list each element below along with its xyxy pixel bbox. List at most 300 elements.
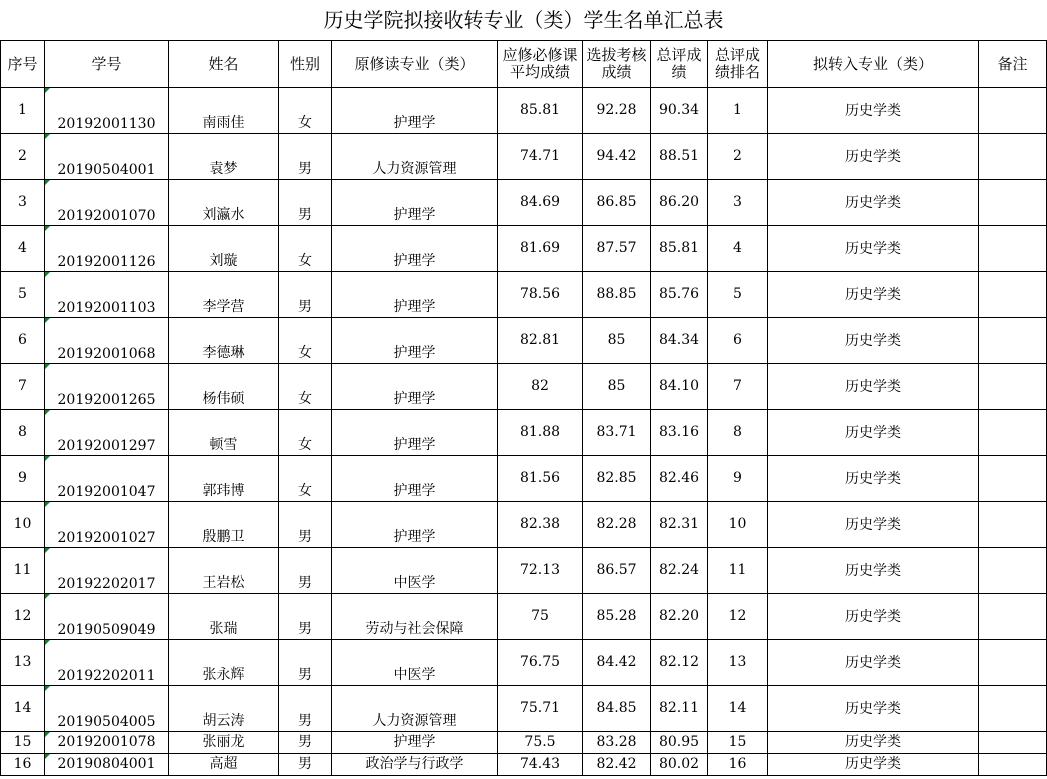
text-format-indicator-icon: [45, 594, 50, 599]
cell-avg-score-text: 82.81: [519, 332, 561, 348]
cell-seq[interactable]: [1, 548, 45, 594]
text-format-indicator-icon: [45, 88, 50, 93]
cell-rank[interactable]: [708, 410, 768, 456]
cell-student-id[interactable]: [45, 226, 169, 272]
cell-total-score[interactable]: [651, 364, 708, 410]
cell-avg-score[interactable]: [498, 594, 583, 640]
cell-select-score[interactable]: [583, 134, 651, 180]
cell-avg-score[interactable]: [498, 226, 583, 272]
cell-select-score-text: 87.57: [596, 240, 637, 256]
cell-target-major[interactable]: [768, 594, 979, 640]
cell-note[interactable]: [979, 410, 1047, 456]
cell-orig-major[interactable]: [332, 88, 498, 134]
cell-select-score[interactable]: [583, 548, 651, 594]
cell-avg-score[interactable]: [498, 272, 583, 318]
cell-student-id-text: 20192001130: [57, 116, 156, 132]
cell-total-score[interactable]: [651, 640, 708, 686]
cell-seq[interactable]: [1, 272, 45, 318]
cell-rank-text: 5: [733, 286, 742, 302]
cell-rank[interactable]: [708, 180, 768, 226]
header-rank: 总评成绩排名: [708, 41, 768, 88]
cell-seq[interactable]: [1, 640, 45, 686]
cell-select-score[interactable]: [583, 502, 651, 548]
cell-orig-major[interactable]: [332, 502, 498, 548]
text-format-indicator-icon: [45, 732, 50, 737]
cell-gender-text: 男: [298, 756, 312, 772]
cell-avg-score-text: 85.81: [519, 102, 561, 118]
cell-name[interactable]: [169, 134, 279, 180]
cell-gender-text: 女: [298, 437, 312, 453]
cell-total-score[interactable]: [651, 594, 708, 640]
cell-gender[interactable]: [279, 732, 332, 754]
cell-seq[interactable]: [1, 226, 45, 272]
cell-gender[interactable]: [279, 272, 332, 318]
cell-name[interactable]: [169, 754, 279, 776]
cell-student-id[interactable]: [45, 640, 169, 686]
cell-select-score[interactable]: [583, 594, 651, 640]
cell-name[interactable]: [169, 594, 279, 640]
cell-total-score[interactable]: [651, 732, 708, 754]
cell-avg-score[interactable]: [498, 180, 583, 226]
table-row: [1, 548, 1047, 594]
cell-seq-text: 12: [13, 608, 32, 624]
cell-total-score-text: 82.11: [658, 700, 700, 716]
cell-total-score-text: 84.34: [658, 332, 700, 348]
cell-note[interactable]: [979, 180, 1047, 226]
cell-rank[interactable]: [708, 456, 768, 502]
cell-seq-text: 10: [13, 516, 32, 532]
cell-avg-score[interactable]: [498, 640, 583, 686]
text-format-indicator-icon: [45, 640, 50, 645]
cell-avg-score-text: 82: [531, 378, 549, 394]
cell-rank[interactable]: [708, 640, 768, 686]
cell-note[interactable]: [979, 594, 1047, 640]
cell-select-score[interactable]: [583, 226, 651, 272]
cell-total-score-text: 80.95: [658, 734, 700, 750]
cell-target-major-text: 历史学类: [845, 287, 901, 303]
table-row: [1, 456, 1047, 502]
cell-orig-major-text: 劳动与社会保障: [365, 621, 464, 637]
cell-name[interactable]: [169, 364, 279, 410]
cell-target-major-text: 历史学类: [845, 241, 901, 257]
cell-target-major[interactable]: [768, 502, 979, 548]
cell-seq-text: 6: [18, 332, 27, 348]
cell-total-score[interactable]: [651, 88, 708, 134]
cell-seq[interactable]: [1, 732, 45, 754]
cell-orig-major-text: 护理学: [393, 437, 436, 453]
cell-name-text: 顿雪: [209, 437, 238, 453]
cell-gender[interactable]: [279, 548, 332, 594]
cell-avg-score[interactable]: [498, 548, 583, 594]
cell-student-id[interactable]: [45, 88, 169, 134]
cell-seq-text: 15: [13, 734, 32, 750]
cell-rank-text: 12: [728, 608, 747, 624]
cell-avg-score[interactable]: [498, 732, 583, 754]
cell-rank[interactable]: [708, 686, 768, 732]
cell-avg-score-text: 78.56: [519, 286, 561, 302]
cell-student-id-text: 20190504001: [57, 162, 156, 178]
header-gender: 性别: [279, 41, 332, 88]
cell-avg-score-text: 81.88: [519, 424, 561, 440]
cell-student-id[interactable]: [45, 456, 169, 502]
cell-rank-text: 9: [733, 470, 742, 486]
cell-rank-text: 15: [728, 734, 747, 750]
cell-total-score[interactable]: [651, 754, 708, 776]
cell-gender[interactable]: [279, 456, 332, 502]
cell-total-score[interactable]: [651, 134, 708, 180]
cell-seq[interactable]: [1, 364, 45, 410]
cell-rank[interactable]: [708, 134, 768, 180]
cell-orig-major-text: 护理学: [393, 483, 436, 499]
cell-orig-major[interactable]: [332, 226, 498, 272]
cell-name-text: 杨伟硕: [202, 391, 245, 407]
cell-target-major[interactable]: [768, 180, 979, 226]
cell-seq[interactable]: [1, 686, 45, 732]
text-format-indicator-icon: [45, 754, 50, 759]
cell-gender[interactable]: [279, 686, 332, 732]
cell-target-major[interactable]: [768, 754, 979, 776]
cell-name[interactable]: [169, 502, 279, 548]
cell-student-id-text: 20192001027: [57, 530, 156, 546]
cell-rank-text: 6: [733, 332, 742, 348]
cell-orig-major-text: 护理学: [393, 391, 436, 407]
cell-seq-text: 1: [18, 102, 27, 118]
cell-seq-text: 13: [13, 654, 32, 670]
cell-select-score[interactable]: [583, 754, 651, 776]
cell-gender[interactable]: [279, 410, 332, 456]
cell-seq[interactable]: [1, 318, 45, 364]
cell-rank-text: 14: [728, 700, 747, 716]
cell-total-score[interactable]: [651, 548, 708, 594]
cell-select-score[interactable]: [583, 88, 651, 134]
cell-select-score-text: 92.28: [596, 102, 637, 118]
cell-rank-text: 4: [733, 240, 742, 256]
cell-total-score[interactable]: [651, 318, 708, 364]
cell-select-score-text: 85: [607, 332, 626, 348]
cell-orig-major[interactable]: [332, 548, 498, 594]
cell-select-score-text: 88.85: [596, 286, 637, 302]
header-avg-score: 应修必修课平均成绩: [498, 41, 583, 88]
cell-rank[interactable]: [708, 548, 768, 594]
cell-target-major[interactable]: [768, 318, 979, 364]
cell-select-score[interactable]: [583, 640, 651, 686]
header-name: 姓名: [169, 41, 279, 88]
cell-student-id-text: 20192001078: [57, 734, 156, 750]
cell-avg-score-text: 81.69: [519, 240, 561, 256]
cell-total-score[interactable]: [651, 686, 708, 732]
cell-total-score[interactable]: [651, 502, 708, 548]
cell-rank-text: 16: [728, 756, 747, 772]
cell-target-major-text: 历史学类: [845, 701, 901, 717]
cell-student-id-text: 20192202017: [57, 576, 156, 592]
cell-gender[interactable]: [279, 134, 332, 180]
cell-select-score[interactable]: [583, 686, 651, 732]
cell-target-major[interactable]: [768, 134, 979, 180]
cell-target-major[interactable]: [768, 686, 979, 732]
cell-avg-score[interactable]: [498, 364, 583, 410]
cell-total-score-text: 83.16: [658, 424, 700, 440]
cell-student-id-text: 20192001103: [57, 300, 156, 316]
header-target-major: 拟转入专业（类）: [768, 41, 979, 88]
cell-note[interactable]: [979, 88, 1047, 134]
cell-student-id[interactable]: [45, 364, 169, 410]
cell-name[interactable]: [169, 686, 279, 732]
cell-select-score-text: 85: [607, 378, 626, 394]
cell-orig-major-text: 护理学: [393, 299, 436, 315]
cell-select-score[interactable]: [583, 272, 651, 318]
cell-orig-major-text: 中医学: [393, 667, 436, 683]
cell-total-score[interactable]: [651, 410, 708, 456]
cell-note[interactable]: [979, 134, 1047, 180]
cell-rank[interactable]: [708, 594, 768, 640]
cell-gender-text: 女: [298, 115, 312, 131]
cell-seq[interactable]: [1, 134, 45, 180]
cell-total-score-text: 85.76: [658, 286, 700, 302]
cell-gender-text: 女: [298, 483, 312, 499]
cell-target-major-text: 历史学类: [845, 756, 901, 772]
cell-target-major-text: 历史学类: [845, 609, 901, 625]
cell-total-score[interactable]: [651, 180, 708, 226]
cell-seq-text: 11: [13, 562, 32, 578]
cell-name[interactable]: [169, 88, 279, 134]
cell-student-id[interactable]: [45, 272, 169, 318]
cell-avg-score[interactable]: [498, 318, 583, 364]
cell-name-text: 胡云涛: [202, 713, 245, 729]
text-format-indicator-icon: [45, 456, 50, 461]
cell-gender[interactable]: [279, 594, 332, 640]
cell-name-text: 袁梦: [209, 161, 238, 177]
cell-gender[interactable]: [279, 180, 332, 226]
cell-orig-major[interactable]: [332, 594, 498, 640]
cell-rank[interactable]: [708, 272, 768, 318]
cell-seq[interactable]: [1, 594, 45, 640]
cell-gender[interactable]: [279, 88, 332, 134]
cell-orig-major[interactable]: [332, 318, 498, 364]
header-seq: 序号: [1, 41, 45, 88]
cell-note[interactable]: [979, 640, 1047, 686]
cell-student-id[interactable]: [45, 754, 169, 776]
cell-avg-score[interactable]: [498, 754, 583, 776]
cell-rank-text: 13: [728, 654, 747, 670]
cell-name[interactable]: [169, 318, 279, 364]
cell-rank[interactable]: [708, 754, 768, 776]
cell-student-id[interactable]: [45, 686, 169, 732]
table-row: [1, 410, 1047, 456]
cell-student-id[interactable]: [45, 318, 169, 364]
cell-select-score-text: 84.85: [596, 700, 637, 716]
cell-note[interactable]: [979, 732, 1047, 754]
cell-name[interactable]: [169, 456, 279, 502]
cell-gender-text: 男: [298, 207, 312, 223]
cell-seq[interactable]: [1, 754, 45, 776]
cell-student-id[interactable]: [45, 594, 169, 640]
cell-student-id-text: 20192202011: [57, 668, 156, 684]
cell-name[interactable]: [169, 548, 279, 594]
cell-orig-major[interactable]: [332, 640, 498, 686]
text-format-indicator-icon: [45, 180, 50, 185]
cell-avg-score[interactable]: [498, 456, 583, 502]
cell-rank-text: 3: [733, 194, 742, 210]
cell-orig-major[interactable]: [332, 180, 498, 226]
cell-seq[interactable]: [1, 180, 45, 226]
text-format-indicator-icon: [45, 502, 50, 507]
cell-gender[interactable]: [279, 364, 332, 410]
cell-note[interactable]: [979, 754, 1047, 776]
cell-note[interactable]: [979, 548, 1047, 594]
cell-select-score[interactable]: [583, 456, 651, 502]
cell-rank[interactable]: [708, 226, 768, 272]
cell-target-major[interactable]: [768, 226, 979, 272]
text-format-indicator-icon: [45, 318, 50, 323]
cell-note[interactable]: [979, 686, 1047, 732]
cell-name-text: 李学营: [202, 299, 245, 315]
cell-gender[interactable]: [279, 754, 332, 776]
cell-target-major-text: 历史学类: [845, 734, 901, 750]
header-note: 备注: [979, 41, 1047, 88]
cell-name[interactable]: [169, 732, 279, 754]
cell-name[interactable]: [169, 410, 279, 456]
cell-total-score-text: 82.46: [658, 470, 700, 486]
cell-select-score-text: 83.71: [596, 424, 637, 440]
cell-avg-score[interactable]: [498, 410, 583, 456]
cell-target-major[interactable]: [768, 640, 979, 686]
cell-note[interactable]: [979, 272, 1047, 318]
cell-rank[interactable]: [708, 732, 768, 754]
cell-orig-major[interactable]: [332, 732, 498, 754]
cell-student-id[interactable]: [45, 732, 169, 754]
cell-total-score-text: 80.02: [658, 756, 700, 772]
cell-seq[interactable]: [1, 456, 45, 502]
cell-name-text: 郭玮博: [202, 483, 245, 499]
cell-total-score-text: 88.51: [658, 148, 700, 164]
cell-select-score-text: 83.28: [596, 734, 637, 750]
cell-name[interactable]: [169, 640, 279, 686]
cell-student-id-text: 20192001070: [57, 208, 156, 224]
cell-select-score[interactable]: [583, 732, 651, 754]
header-student-id: 学号: [45, 41, 169, 88]
cell-seq[interactable]: [1, 410, 45, 456]
cell-student-id[interactable]: [45, 134, 169, 180]
cell-orig-major-text: 护理学: [393, 207, 436, 223]
cell-student-id[interactable]: [45, 502, 169, 548]
cell-select-score[interactable]: [583, 364, 651, 410]
cell-rank[interactable]: [708, 88, 768, 134]
table-row: [1, 686, 1047, 732]
cell-note[interactable]: [979, 456, 1047, 502]
cell-gender[interactable]: [279, 318, 332, 364]
cell-rank[interactable]: [708, 364, 768, 410]
cell-total-score[interactable]: [651, 456, 708, 502]
cell-orig-major[interactable]: [332, 686, 498, 732]
table-row: [1, 272, 1047, 318]
cell-gender[interactable]: [279, 640, 332, 686]
cell-student-id[interactable]: [45, 410, 169, 456]
cell-select-score[interactable]: [583, 410, 651, 456]
cell-total-score[interactable]: [651, 272, 708, 318]
cell-student-id[interactable]: [45, 548, 169, 594]
cell-select-score-text: 85.28: [596, 608, 637, 624]
cell-avg-score-text: 75: [531, 608, 549, 624]
cell-student-id[interactable]: [45, 180, 169, 226]
text-format-indicator-icon: [45, 364, 50, 369]
cell-avg-score[interactable]: [498, 502, 583, 548]
table-body: [1, 88, 1047, 776]
cell-orig-major-text: 护理学: [393, 529, 436, 545]
cell-total-score-text: 85.81: [658, 240, 700, 256]
cell-avg-score[interactable]: [498, 686, 583, 732]
header-row: [1, 41, 1047, 88]
cell-note[interactable]: [979, 226, 1047, 272]
cell-target-major[interactable]: [768, 272, 979, 318]
cell-rank-text: 2: [733, 148, 742, 164]
cell-student-id-text: 20190504005: [57, 714, 156, 730]
text-format-indicator-icon: [45, 410, 50, 415]
table-row: [1, 134, 1047, 180]
cell-target-major-text: 历史学类: [845, 103, 901, 119]
cell-target-major[interactable]: [768, 364, 979, 410]
cell-rank-text: 11: [728, 562, 747, 578]
cell-name[interactable]: [169, 180, 279, 226]
cell-name[interactable]: [169, 226, 279, 272]
cell-note[interactable]: [979, 318, 1047, 364]
cell-orig-major[interactable]: [332, 754, 498, 776]
cell-target-major-text: 历史学类: [845, 425, 901, 441]
cell-note[interactable]: [979, 364, 1047, 410]
cell-gender-text: 男: [298, 713, 312, 729]
cell-seq[interactable]: [1, 502, 45, 548]
header-total-score: 总评成绩: [651, 41, 708, 88]
cell-gender-text: 男: [298, 621, 312, 637]
cell-note[interactable]: [979, 502, 1047, 548]
cell-target-major[interactable]: [768, 410, 979, 456]
cell-avg-score-text: 72.13: [519, 562, 561, 578]
table-row: [1, 502, 1047, 548]
cell-gender-text: 女: [298, 253, 312, 269]
cell-name[interactable]: [169, 272, 279, 318]
cell-orig-major[interactable]: [332, 456, 498, 502]
cell-target-major[interactable]: [768, 548, 979, 594]
cell-orig-major[interactable]: [332, 272, 498, 318]
cell-name-text: 刘瀛水: [202, 207, 245, 223]
cell-orig-major[interactable]: [332, 364, 498, 410]
cell-avg-score[interactable]: [498, 134, 583, 180]
cell-student-id-text: 20192001265: [57, 392, 156, 408]
cell-total-score[interactable]: [651, 226, 708, 272]
cell-gender[interactable]: [279, 502, 332, 548]
cell-target-major[interactable]: [768, 732, 979, 754]
cell-rank[interactable]: [708, 318, 768, 364]
cell-name-text: 南雨佳: [202, 115, 245, 131]
cell-target-major[interactable]: [768, 456, 979, 502]
cell-select-score-text: 84.42: [596, 654, 637, 670]
cell-seq[interactable]: [1, 88, 45, 134]
student-list-table: [0, 40, 1047, 776]
cell-total-score-text: 82.24: [658, 562, 700, 578]
cell-select-score[interactable]: [583, 318, 651, 364]
cell-orig-major[interactable]: [332, 410, 498, 456]
cell-gender[interactable]: [279, 226, 332, 272]
table-row: [1, 594, 1047, 640]
cell-select-score[interactable]: [583, 180, 651, 226]
cell-target-major[interactable]: [768, 88, 979, 134]
cell-select-score-text: 86.85: [596, 194, 637, 210]
cell-rank[interactable]: [708, 502, 768, 548]
cell-student-id-text: 20190509049: [57, 622, 156, 638]
cell-avg-score[interactable]: [498, 88, 583, 134]
table-row: [1, 88, 1047, 134]
cell-select-score-text: 94.42: [596, 148, 637, 164]
cell-orig-major[interactable]: [332, 134, 498, 180]
